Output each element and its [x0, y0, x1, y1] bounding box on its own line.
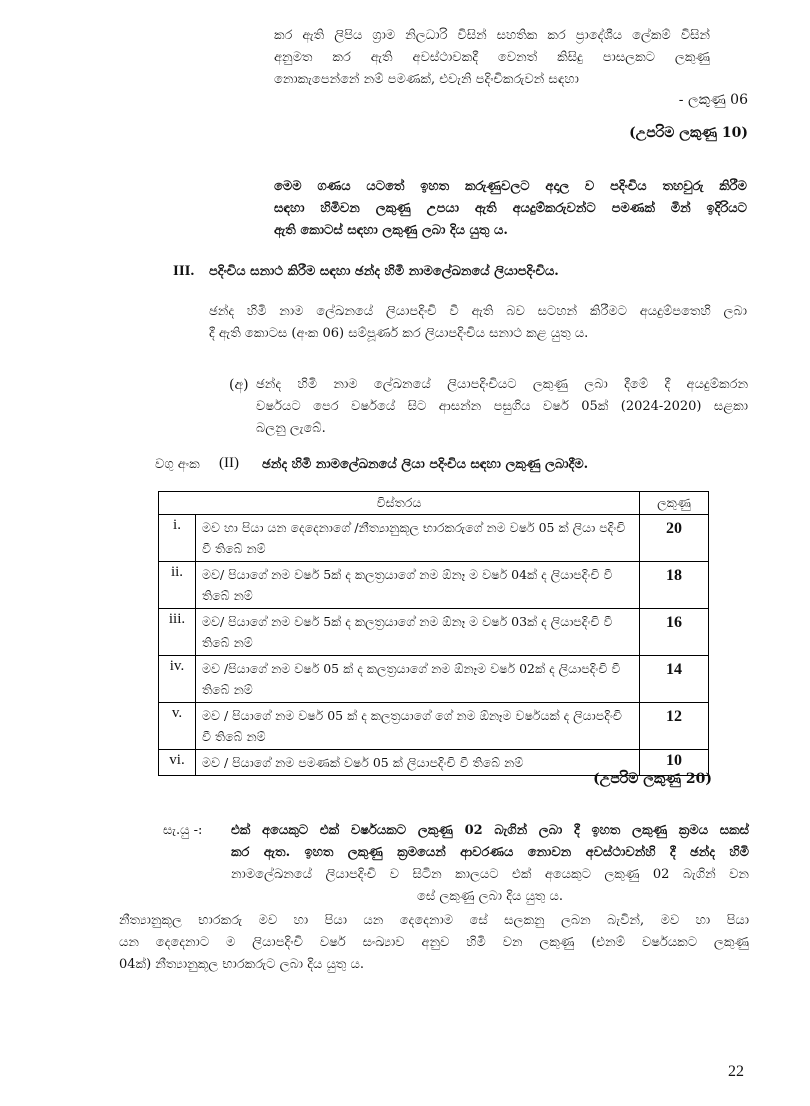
row-description: මව / පියාගේ නම වර්ෂ 05 ක් ද කලත්‍රයාගේ ගේ නම ඕනෑම වර්ෂයක් ද ලියාපදිංචි වී තිබේ නම්	[196, 703, 640, 750]
row-number: i.	[159, 515, 196, 562]
final-line-1: නීත්‍යානුකූල භාරකරු මව හා පියා යන දෙදෙනාම සේ සලකනු ලබන බැවින්, මව හා පියා	[119, 913, 749, 928]
table-row	[159, 562, 709, 609]
table-row	[159, 656, 709, 703]
row-description: මව / පියාගේ නම පමණක් වර්ෂ 05 ක් ලියාපදිංචි වී තිබේ නම්	[196, 750, 640, 776]
section-numeral: III.	[173, 263, 195, 279]
intro-max-marks: (උපරිම ලකුණු 10)	[629, 125, 748, 141]
section-para-line-2: දී ඇති කොටස (අංක 06) සම්පූර්ණ කර ලියාපදිංචිය සනාථ කළ යුතු ය.	[209, 326, 589, 341]
section-heading: පදිංචිය සනාථ කිරීම සඳහා ඡන්ද හිමි නාමලේඛනයේ ලියාපදිංචිය.	[209, 264, 559, 279]
table-caption-number: (II)	[219, 455, 239, 471]
row-marks: 10	[640, 750, 709, 776]
row-marks: 18	[640, 562, 709, 609]
table-row	[159, 515, 709, 562]
intro-line-1: කර ඇති ලිපිය ග්‍රාම නිලධාරි විසින් සහතික කර ප්‍රාදේශීය ලේකම් විසින්	[274, 28, 710, 43]
table-row	[159, 609, 709, 656]
note2-line-4: සේ ලකුණු ලබා දිය යුතු ය.	[417, 889, 563, 904]
intro-marks: - ලකුණු 06	[678, 92, 748, 108]
table-caption-title: ඡන්ද හිමි නාමලේඛනයේ ලියා පදිංචිය සඳහා ලකුණු ලබාදීම.	[262, 457, 589, 472]
row-marks: 12	[640, 703, 709, 750]
note2-line-1: එක් අයෙකුට එක් වර්ෂයකට ලකුණු 02 බැගින් ලබා දී ඉහත ලකුණු ක්‍රමය සකස්	[231, 823, 749, 838]
note1-line-2: සඳහා හිමිවන ලකුණු උපයා ඇති අයදුම්කරුවන්ට පමණක් මින් ඉදිරියට	[274, 201, 747, 216]
item-a-label: (අ)	[229, 377, 249, 393]
row-marks: 16	[640, 609, 709, 656]
item-a-line-2: වර්ෂයට පෙර වර්ෂයේ සිට ආසන්න පසුගිය වර්ෂ 05ක් (2024-2020) සළකා	[256, 399, 748, 414]
header-description: විස්තරය	[159, 492, 640, 515]
row-description: මව /පියාගේ නම වර්ෂ 05 ක් ද කලත්‍රයාගේ නම ඕනෑම වර්ෂ 02ක් ද ලියාපදිංචි වී තිබේ නම්	[196, 656, 640, 703]
item-a-line-1: ඡන්ද හිමි නාම ලේඛනයේ ලියාපදිංචියට ලකුණු ලබා දීමේ දී අයදුම්කරන	[256, 377, 748, 392]
table-row	[159, 703, 709, 750]
row-number: iv.	[159, 656, 196, 703]
note1-line-1: මෙම ගණය යටතේ ඉහත කරුණුවලට අදාල ව පදිංචිය තහවුරු කිරීම	[274, 179, 747, 194]
note1-line-3: ඇති කොටස් සඳහා ලකුණු ලබා දිය යුතු ය.	[274, 223, 508, 238]
row-number: v.	[159, 703, 196, 750]
row-number: vi.	[159, 750, 196, 776]
section-para-line-1: ඡන්ද හිමි නාම ලේඛනයේ ලියාපදිංචි වී ඇති බව සටහන් කිරීමට අයදුම්පතෙහි ලබා	[209, 304, 747, 319]
page-number: 22	[728, 1063, 744, 1080]
intro-line-2: අනුමත කර ඇති අවස්ථාවකදී වෙනත් කිසිදු පාසලකට ලකුණු	[274, 50, 710, 65]
final-line-2: යන දෙදෙනාට ම ලියාපදිංචි වර්ෂ සංඛ්‍යාව අනුව හිමි වන ලකුණු (එනම් වර්ෂයකට ලකුණු	[119, 935, 749, 950]
note2-label: සැ.යු -:	[163, 823, 203, 838]
note2-line-3: නාමලේඛනයේ ලියාපදිංචි ව සිටින කාලයට එක් අයෙකුට ලකුණු 02 බැගින් වන	[231, 867, 749, 882]
final-line-3: 04ක්) නීත්‍යානුකූල භාරකරුට ලබා දිය යුතු ය.	[119, 957, 364, 972]
intro-line-3: නොකැපෙන්නේ නම් පමණක්, එවැනි පදිංචිකරුවන් සඳහා	[274, 72, 579, 87]
row-description: මව හා පියා යන දෙදෙනාගේ /නීත්‍යානුකූල භාරකරුගේ නම වර්ෂ 05 ක් ලියා පදිංචි වී තිබේ නම්	[196, 515, 640, 562]
table-header-row	[159, 492, 709, 515]
table-caption-label: වගු අංක	[155, 457, 200, 472]
row-number: iii.	[159, 609, 196, 656]
item-a-line-3: බලනු ලැබේ.	[256, 421, 326, 436]
row-description: මව/ පියාගේ නම වර්ෂ 5ක් ද කලත්‍රයාගේ නම ඕනෑ ම වර්ෂ 03ක් ද ලියාපදිංචි වී තිබේ නම්	[196, 609, 640, 656]
row-number: ii.	[159, 562, 196, 609]
marks-table	[158, 491, 709, 776]
row-description: මව/ පියාගේ නම වර්ෂ 5ක් ද කලත්‍රයාගේ නම ඕනෑ ම වර්ෂ 04ක් ද ලියාපදිංචි වී තිබේ නම්	[196, 562, 640, 609]
row-marks: 20	[640, 515, 709, 562]
table-max-marks: (උපරිම ලකුණු 20)	[593, 771, 712, 787]
note2-line-2: කර ඇත. ඉහත ලකුණු ක්‍රමයෙන් ආවරණය නොවන අවස්ථාවන්හි දී ඡන්ද හිමි	[231, 845, 749, 860]
row-marks: 14	[640, 656, 709, 703]
header-marks: ලකුණු	[640, 492, 709, 515]
